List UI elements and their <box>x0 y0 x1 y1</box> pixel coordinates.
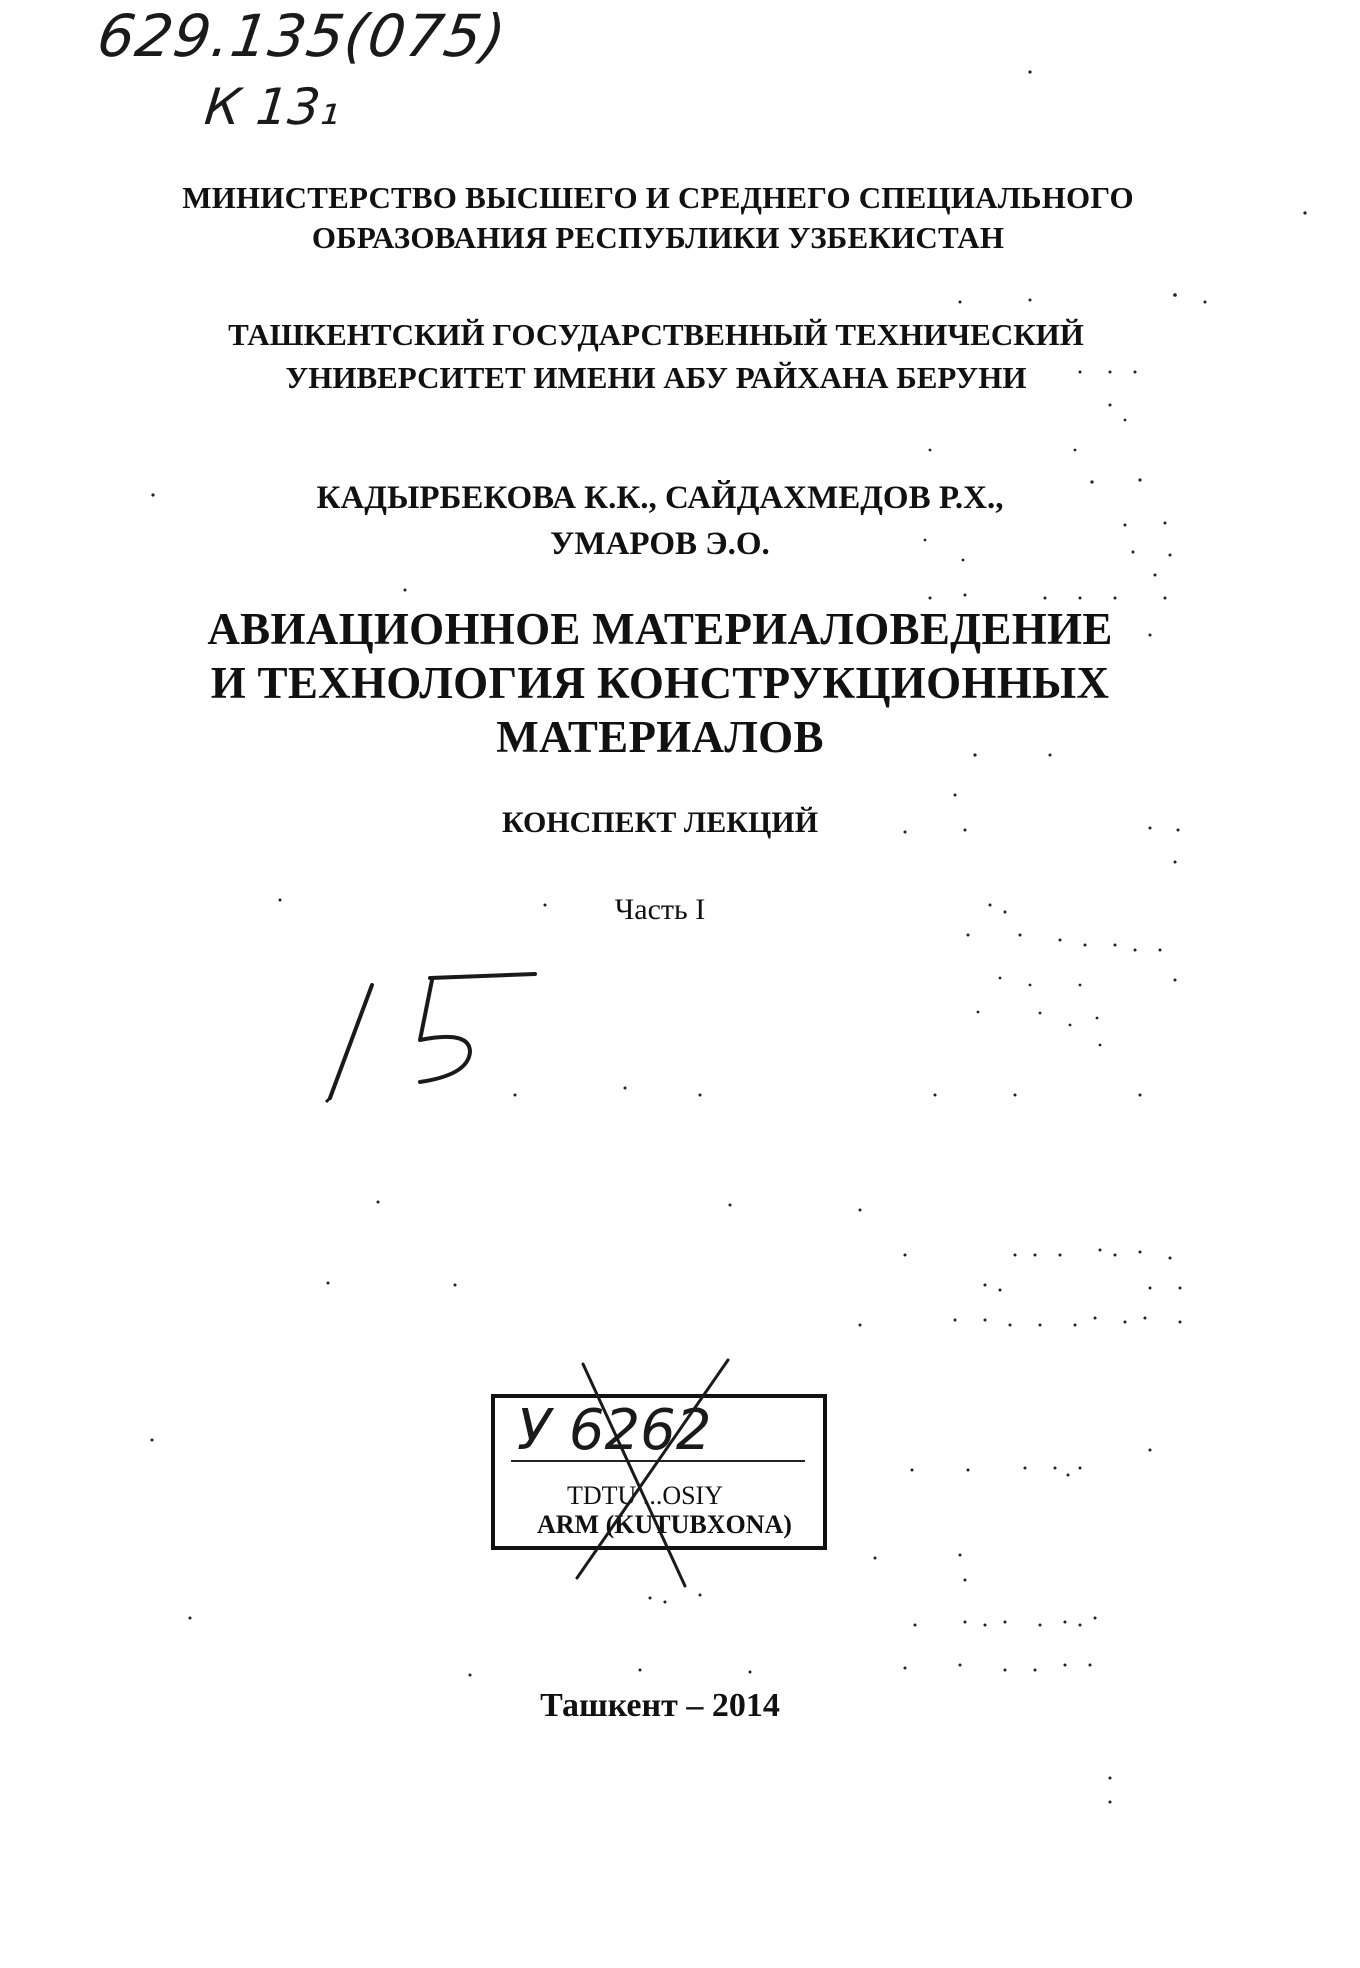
ministry-line-2: ОБРАЗОВАНИЯ РЕСПУБЛИКИ УЗБЕКИСТАН <box>311 220 1005 255</box>
handwritten-library-code: К 13₁ <box>201 78 344 136</box>
title-line-1: АВИАЦИОННОЕ МАТЕРИАЛОВЕДЕНИЕ <box>207 604 1113 654</box>
stamp-cross-out-mark <box>495 1398 831 1554</box>
library-stamp <box>491 1394 827 1550</box>
authors-line-2: УМАРОВ Э.О. <box>550 526 770 562</box>
title-line-2: И ТЕХНОЛОГИЯ КОНСТРУКЦИОННЫХ <box>210 658 1110 708</box>
university-line-1: ТАШКЕНТСКИЙ ГОСУДАРСТВЕННЫЙ ТЕХНИЧЕСКИЙ <box>228 317 1084 352</box>
stamp-line-2: ARM (KUTUBXONA) <box>537 1510 792 1539</box>
authors <box>0 475 1340 567</box>
ministry-line-1: МИНИСТЕРСТВО ВЫСШЕГО И СРЕДНЕГО СПЕЦИАЛЬНОГО <box>182 180 1134 215</box>
book-title <box>0 602 1340 764</box>
university-heading <box>0 313 1336 399</box>
part-number: Часть I <box>614 893 706 926</box>
stamp-line-1: TDTU ...OSIY <box>567 1481 723 1510</box>
stamp-inventory-number: У 6262 <box>517 1398 712 1463</box>
subtitle: КОНСПЕКТ ЛЕКЦИЙ <box>501 806 819 839</box>
handwritten-udc-index: 629.135(075) <box>93 2 511 70</box>
university-line-2: УНИВЕРСИТЕТ ИМЕНИ АБУ РАЙХАНА БЕРУНИ <box>285 360 1027 395</box>
title-line-3: МАТЕРИАЛОВ <box>496 712 824 762</box>
ministry-heading <box>0 178 1338 258</box>
authors-line-1: КАДЫРБЕКОВА К.К., САЙДАХМЕДОВ Р.Х., <box>316 480 1004 516</box>
imprint-city-year: Ташкент – 2014 <box>540 1687 780 1724</box>
